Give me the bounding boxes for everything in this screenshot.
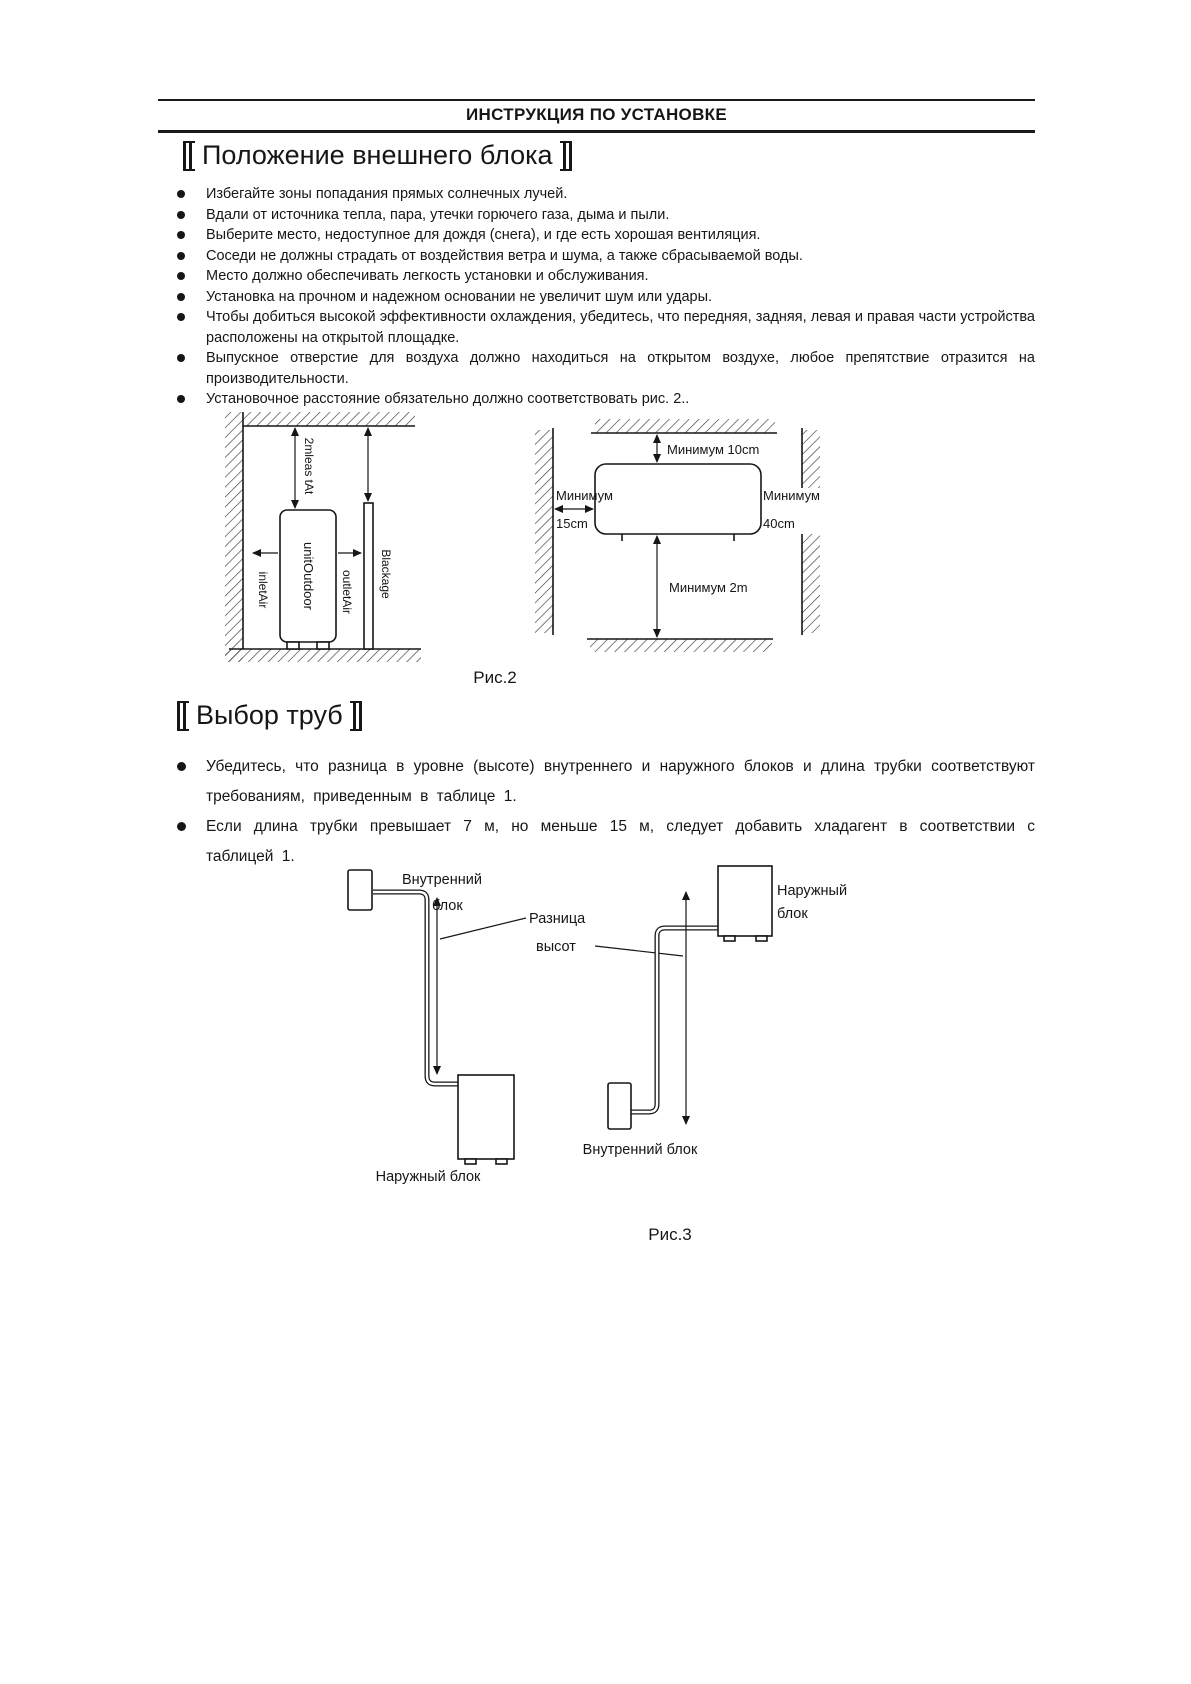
air-inlet-label: inletAir <box>256 571 270 609</box>
indoor-unit-label-line2: блок <box>432 898 463 914</box>
outdoor-unit-box <box>595 464 761 534</box>
air-outlet-label: outletAir <box>340 569 354 615</box>
fig3-right-assembly <box>583 866 847 1158</box>
callout-line-right <box>595 946 683 956</box>
bullet-list-pipe-selection <box>175 752 1035 872</box>
refrigerant-pipe <box>373 892 458 1084</box>
figure-2-svg <box>185 408 1005 666</box>
fig2-left-diagram <box>225 412 421 662</box>
blockage-box <box>364 503 373 649</box>
ceiling-hatch <box>243 412 415 426</box>
ceiling-hatch <box>595 419 775 433</box>
blockage-label: Blackage <box>379 549 393 599</box>
min-left-label-line2: 15cm <box>556 516 588 531</box>
left-wall-hatch <box>535 430 553 633</box>
indoor-unit-label: Внутренний блок <box>582 1142 698 1158</box>
bullet-item: Установочное расстояние обязательно должно соответствовать рис. 2.. <box>175 389 1035 410</box>
unit-foot <box>724 936 735 941</box>
outdoor-unit-box <box>718 866 772 936</box>
bullet-item: Выберите место, недоступное для дождя (снега), и где есть хорошая вентиляция. <box>175 225 1035 246</box>
floor-hatch <box>225 649 421 662</box>
header-top-rule <box>158 99 1035 101</box>
unit-foot <box>287 642 299 649</box>
unit-foot <box>317 642 329 649</box>
bullet-list-outdoor-position <box>175 184 1035 410</box>
unit-foot <box>756 936 767 941</box>
indoor-unit-box <box>608 1083 631 1129</box>
callout-line-left <box>440 918 526 939</box>
lenticular-bracket-open-icon <box>177 701 189 731</box>
bullet-item: Чтобы добиться высокой эффективности охлаждения, убедитесь, что передняя, задняя, левая и правая части устройства расположены на открытой площадке. <box>175 307 1035 348</box>
page-header-title: ИНСТРУКЦИЯ ПО УСТАНОВКЕ <box>466 105 727 124</box>
fig2-right-diagram <box>535 419 824 652</box>
top-clearance-label: 2mleas tAt <box>302 437 316 495</box>
bullet-item: Избегайте зоны попадания прямых солнечных лучей. <box>175 184 1035 205</box>
floor-hatch <box>590 639 772 652</box>
outdoor-unit-label: unitOutdoor <box>301 542 316 610</box>
bullet-item: Убедитесь, что разница в уровне (высоте) внутреннего и наружного блоков и длина трубки соответствуют требованиям, приведенным в таблице 1. <box>175 752 1035 812</box>
header-bottom-rule <box>158 130 1035 133</box>
indoor-unit-box <box>348 870 372 910</box>
section1-title-text: Положение внешнего блока <box>202 140 553 170</box>
section-title-pipe-selection <box>170 700 369 731</box>
lenticular-bracket-open-icon <box>183 141 195 171</box>
section2-title-text: Выбор труб <box>196 700 343 730</box>
outdoor-unit-label: Наружный блок <box>375 1169 481 1185</box>
unit-foot <box>465 1159 476 1164</box>
refrigerant-pipe-inner <box>373 892 458 1084</box>
figure-3-svg <box>340 862 870 1207</box>
bullet-item: Если длина трубки превышает 7 м, но меньше 15 м, следует добавить хладагент в соответствии с таблицей 1. <box>175 812 1035 872</box>
outdoor-unit-box <box>458 1075 514 1159</box>
lenticular-bracket-close-icon <box>560 141 572 171</box>
bullet-item: Место должно обеспечивать легкость установки и обслуживания. <box>175 266 1035 287</box>
min-right-label-line1: Минимум <box>763 488 820 503</box>
bullet-item: Соседи не должны страдать от воздействия ветра и шума, а также сбрасываемой воды. <box>175 246 1035 267</box>
lenticular-bracket-close-icon <box>350 701 362 731</box>
section-title-outdoor-unit-position <box>176 140 579 171</box>
outdoor-unit-label-line2: блок <box>777 906 808 922</box>
height-difference-label-line1: Разница <box>529 911 586 927</box>
indoor-unit-label-line1: Внутренний <box>402 872 482 888</box>
fig3-left-assembly <box>348 870 514 1185</box>
min-bottom-label: Минимум 2m <box>669 580 748 595</box>
wall-hatch <box>225 412 243 662</box>
figure-2-clearance-diagram <box>185 408 1005 671</box>
figure-2-caption: Рис.2 <box>473 668 517 687</box>
min-right-label-line2: 40cm <box>763 516 795 531</box>
figure-3-caption: Рис.3 <box>648 1225 692 1244</box>
bullet-item: Установка на прочном и надежном основании не увеличит шум или удары. <box>175 287 1035 308</box>
height-difference-label-line2: высот <box>536 939 576 955</box>
bullet-item: Выпускное отверстие для воздуха должно находиться на открытом воздухе, любое препятствие отразится на производительности. <box>175 348 1035 389</box>
fig3-height-difference-callout <box>440 911 683 956</box>
outdoor-unit-label-line1: Наружный <box>777 883 848 899</box>
min-top-label: Минимум 10cm <box>667 442 760 457</box>
min-left-label-line1: Минимум <box>556 488 613 503</box>
figure-3-piping-diagram <box>340 862 870 1212</box>
unit-foot <box>496 1159 507 1164</box>
bullet-item: Вдали от источника тепла, пара, утечки горючего газа, дыма и пыли. <box>175 205 1035 226</box>
